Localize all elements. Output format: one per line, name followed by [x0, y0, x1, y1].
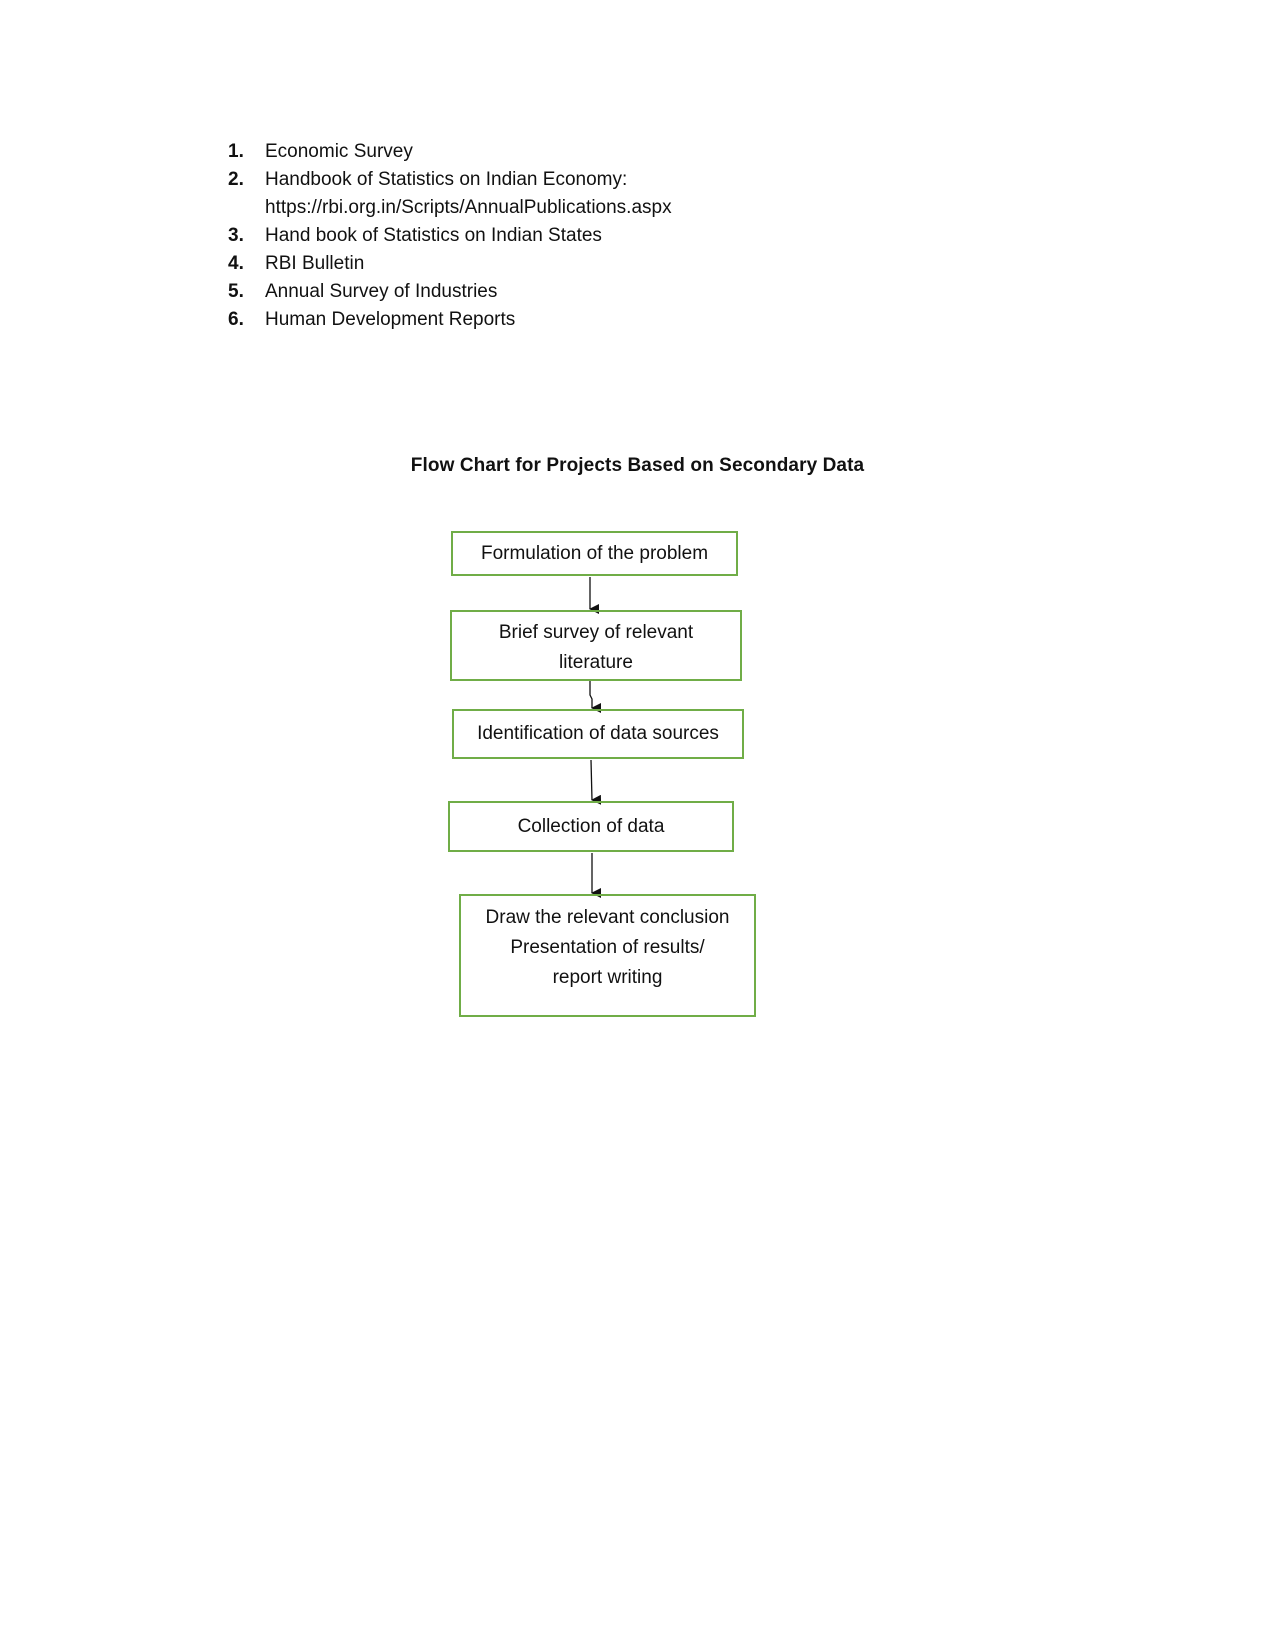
- list-item-number: 4.: [228, 253, 244, 274]
- flowchart-step-label: Formulation of the problem: [480, 543, 709, 564]
- list-item-text: Handbook of Statistics on Indian Economy:: [265, 169, 628, 190]
- flowchart-step-label: Identification of data sources: [477, 723, 719, 744]
- flowchart-step-data-sources: [452, 709, 744, 759]
- list-item: [228, 222, 672, 250]
- flowchart-step-conclusion-report: [459, 894, 756, 1017]
- list-item: [228, 250, 672, 278]
- list-item: [228, 278, 672, 306]
- flowchart-step-data-collection: [448, 801, 734, 852]
- list-item-url: https://rbi.org.in/Scripts/AnnualPublications.aspx: [265, 197, 672, 218]
- list-item-number: 2.: [228, 169, 244, 190]
- flowchart-step-formulation: [451, 531, 738, 576]
- list-item-number: 3.: [228, 225, 244, 246]
- flowchart-step-label: Collection of data: [517, 816, 665, 837]
- list-item-number: 1.: [228, 141, 244, 162]
- list-item-text: Economic Survey: [265, 141, 413, 162]
- flowchart-step-label: Draw the relevant conclusion Presentation of results/ report writing: [485, 907, 730, 988]
- list-item-text: Hand book of Statistics on Indian States: [265, 225, 602, 246]
- data-source-list: [228, 138, 672, 334]
- flowchart-title: Flow Chart for Projects Based on Secondary Data: [410, 455, 865, 476]
- list-item-number: 5.: [228, 281, 244, 302]
- list-item: [228, 306, 672, 334]
- arrow-step3-to-step4: [591, 760, 592, 800]
- list-item: [228, 166, 672, 222]
- list-item: [228, 138, 672, 166]
- flowchart-step-label: Brief survey of relevant literature: [498, 622, 694, 673]
- list-item-number: 6.: [228, 309, 244, 330]
- arrow-step2-to-step3: [590, 681, 592, 708]
- list-item-text: Human Development Reports: [265, 309, 516, 330]
- flowchart-step-literature-survey: [450, 610, 742, 681]
- list-item-text: Annual Survey of Industries: [265, 281, 498, 302]
- list-item-text: RBI Bulletin: [265, 253, 365, 274]
- list-item-text-block: [265, 166, 672, 222]
